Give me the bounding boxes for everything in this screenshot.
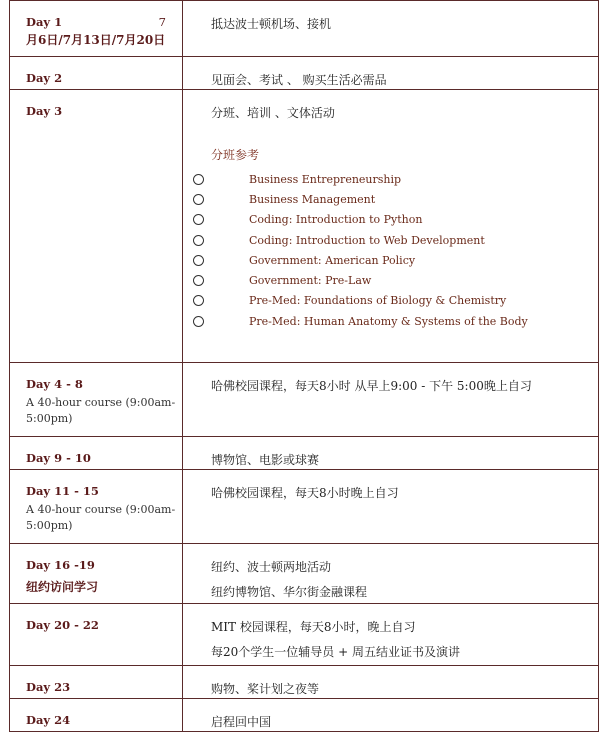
day-dates: 月6日/7月13日/7月20日 bbox=[26, 33, 166, 47]
day-label: Day 9 - 10 bbox=[26, 451, 91, 465]
course-name: Business Management bbox=[249, 192, 376, 206]
course-name: Business Entrepreneurship bbox=[249, 172, 402, 186]
day-cell bbox=[10, 470, 183, 544]
bullet-circle-icon bbox=[193, 316, 204, 327]
day-cell bbox=[10, 90, 183, 363]
day-cell bbox=[10, 57, 183, 90]
list-item bbox=[211, 169, 598, 189]
day-label: Day 23 bbox=[26, 680, 71, 694]
day-subtitle: 纽约访问学习 bbox=[26, 580, 99, 594]
activity-text: MIT 校园课程，每天8小时，晚上自习 bbox=[211, 620, 416, 634]
content-cell bbox=[183, 90, 599, 363]
bullet-circle-icon bbox=[193, 235, 204, 246]
bullet-circle-icon bbox=[193, 174, 204, 185]
content-cell bbox=[183, 437, 599, 470]
day-cell bbox=[10, 363, 183, 437]
day-label: Day 11 - 15 bbox=[26, 484, 99, 498]
list-item bbox=[211, 250, 598, 270]
list-item bbox=[211, 230, 598, 250]
day-cell bbox=[10, 437, 183, 470]
course-name: Coding: Introduction to Python bbox=[249, 213, 423, 227]
day-label: Day 2 bbox=[26, 71, 63, 85]
bullet-circle-icon bbox=[193, 275, 204, 286]
course-name: Coding: Introduction to Web Development bbox=[249, 233, 485, 247]
day-label: Day 4 - 8 bbox=[26, 377, 83, 391]
list-item bbox=[211, 311, 598, 331]
course-name: Government: American Policy bbox=[249, 253, 416, 267]
day-cell bbox=[10, 544, 183, 604]
activity-text: 购物、桨计划之夜等 bbox=[211, 682, 320, 696]
table-row bbox=[10, 699, 599, 732]
table-row bbox=[10, 363, 599, 437]
day-label: Day 3 bbox=[26, 104, 63, 118]
bullet-circle-icon bbox=[193, 214, 204, 225]
day-label: Day 20 - 22 bbox=[26, 618, 99, 632]
table-row bbox=[10, 544, 599, 604]
content-cell bbox=[183, 57, 599, 90]
bullet-circle-icon bbox=[193, 255, 204, 266]
class-reference-title: 分班参考 bbox=[211, 148, 260, 162]
course-hours: A 40-hour course (9:00am-5:00pm) bbox=[26, 396, 176, 425]
content-cell bbox=[183, 363, 599, 437]
day-cell bbox=[10, 1, 183, 57]
day-cell bbox=[10, 604, 183, 666]
activity-text: 纽约、波士顿两地活动 bbox=[211, 560, 332, 574]
table-row bbox=[10, 90, 599, 363]
day-extra: 7 bbox=[158, 15, 166, 29]
content-cell bbox=[183, 604, 599, 666]
list-item bbox=[211, 210, 598, 230]
list-item bbox=[211, 291, 598, 311]
content-cell bbox=[183, 699, 599, 732]
list-item bbox=[211, 189, 598, 209]
activity-text: 哈佛校园课程，每天8小时晚上自习 bbox=[211, 486, 399, 500]
activity-text: 见面会、考试 、 购买生活必需品 bbox=[211, 73, 387, 87]
day-label: Day 1 bbox=[26, 15, 63, 29]
course-name: Government: Pre-Law bbox=[249, 274, 372, 288]
activity-text: 博物馆、电影或球赛 bbox=[211, 453, 320, 467]
bullet-circle-icon bbox=[193, 295, 204, 306]
activity-text: 哈佛校园课程，每天8小时 从早上9:00 - 下午 5:00晚上自习 bbox=[211, 379, 532, 393]
content-cell bbox=[183, 666, 599, 699]
content-cell bbox=[183, 544, 599, 604]
course-hours: A 40-hour course (9:00am-5:00pm) bbox=[26, 503, 176, 532]
list-item bbox=[211, 270, 598, 290]
table-row bbox=[10, 1, 599, 57]
table-row bbox=[10, 57, 599, 90]
table-row bbox=[10, 470, 599, 544]
activity-text: 每20个学生一位辅导员 + 周五结业证书及演讲 bbox=[211, 645, 460, 659]
content-cell bbox=[183, 1, 599, 57]
day-label: Day 24 bbox=[26, 713, 71, 727]
itinerary-table bbox=[9, 0, 599, 732]
bullet-circle-icon bbox=[193, 194, 204, 205]
table-row bbox=[10, 604, 599, 666]
course-name: Pre-Med: Human Anatomy & Systems of the Body bbox=[249, 314, 528, 328]
activity-text: 纽约博物馆、华尔街金融课程 bbox=[211, 585, 368, 599]
activity-text: 抵达波士顿机场、接机 bbox=[211, 17, 332, 31]
day-cell bbox=[10, 699, 183, 732]
table-row bbox=[10, 666, 599, 699]
course-name: Pre-Med: Foundations of Biology & Chemistry bbox=[249, 294, 507, 308]
day-cell bbox=[10, 666, 183, 699]
activity-text: 启程回中国 bbox=[211, 715, 272, 729]
day-label: Day 16 -19 bbox=[26, 558, 95, 572]
activity-text: 分班、培训 、文体活动 bbox=[211, 106, 335, 120]
content-cell bbox=[183, 470, 599, 544]
table-row bbox=[10, 437, 599, 470]
